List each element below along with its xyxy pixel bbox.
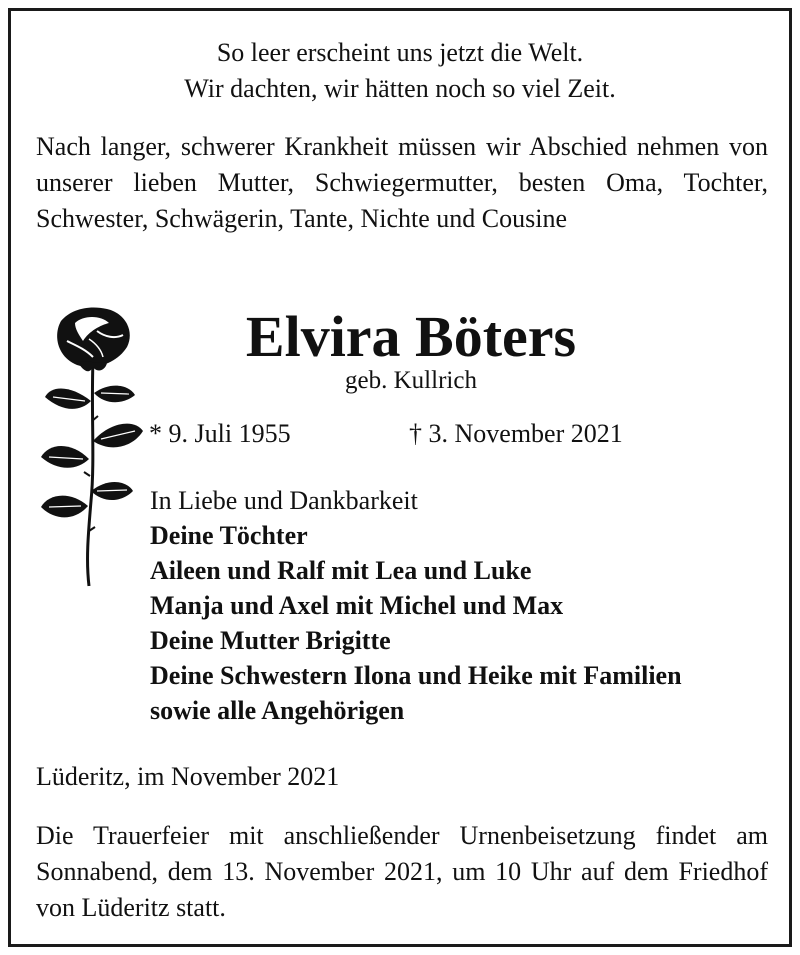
intro-text: Nach langer, schwerer Krankheit müssen wir Abschied nehmen von unserer lieben Mutter, Schwiegermutter, besten Oma, Tochter, Schwester, Schwägerin, Tante, Nichte und Cousine [36,132,768,233]
mourner-line: Aileen und Ralf mit Lea und Luke [150,556,532,585]
mourner-line: Deine Schwestern Ilona und Heike mit Familien [150,661,682,690]
mourners-block [150,483,790,728]
mourner-line: Manja und Axel mit Michel und Max [150,591,564,620]
motto [11,35,789,107]
place-date: Lüderitz, im November 2021 [36,762,340,791]
motto-line-2: Wir dachten, wir hätten noch so viel Zeit. [184,74,616,103]
maiden-name: geb. Kullrich [345,367,477,394]
mourner-line: Deine Töchter [150,521,308,550]
mourner-line: sowie alle Angehörigen [150,696,405,725]
mourners-opening: In Liebe und Dankbarkeit [150,486,418,515]
funeral-notice: Die Trauerfeier mit anschließender Urnenbeisetzung findet am Sonnabend, dem 13. November 2021, um 10 Uhr auf dem Friedhof von Lüderitz statt. [36,821,768,922]
rose-icon [31,301,151,591]
deceased-name: Elvira Böters [245,304,577,369]
birth-date: * 9. Juli 1955 [149,419,291,448]
obituary-frame [8,8,792,947]
motto-line-1: So leer erscheint uns jetzt die Welt. [216,38,584,67]
mourner-line: Deine Mutter Brigitte [150,626,391,655]
death-date: † 3. November 2021 [409,419,623,448]
